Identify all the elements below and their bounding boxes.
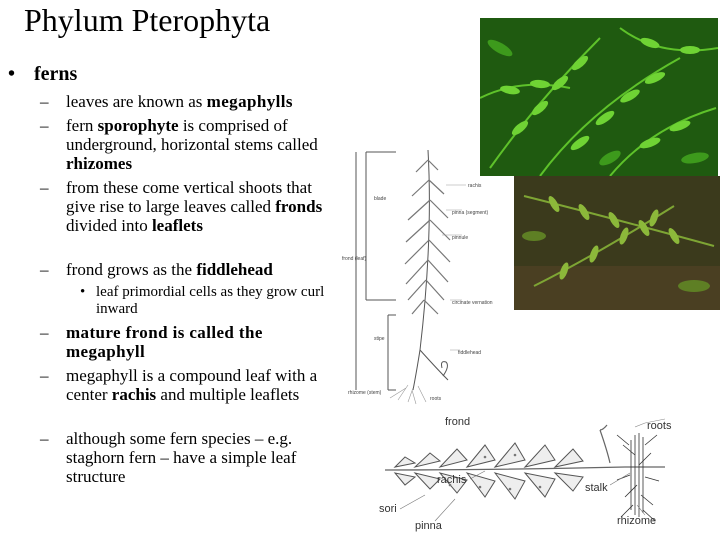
diagram-label-circinate: circinate vernation <box>452 300 493 306</box>
dash: – <box>40 178 49 197</box>
text: frond grows as the <box>66 260 197 279</box>
text: from these come vertical shoots that give rise to large leaves called <box>66 178 312 216</box>
label-sori: sori <box>379 503 397 515</box>
fern-photo-forest <box>514 176 720 310</box>
dash: – <box>40 323 49 342</box>
text: leaf primordial cells as they grow curl inward <box>96 284 325 317</box>
bold-term: leaflets <box>151 216 203 235</box>
sub-bullet-fronds <box>40 178 340 235</box>
slide-title: Phylum Pterophyta <box>24 2 271 38</box>
fern-anatomy-diagram <box>338 140 508 405</box>
text: megaphyll is a compound leaf with a center <box>66 366 318 404</box>
frond-structure-diagram <box>345 405 720 540</box>
sub-bullet-compound <box>40 366 340 404</box>
label-roots: roots <box>647 420 672 432</box>
sub-bullet-staghorn <box>40 429 340 486</box>
label-frond: frond <box>445 416 471 428</box>
sub-bullet-mature <box>40 323 340 361</box>
bullet-mark: • <box>8 63 16 85</box>
text: and multiple leaflets <box>156 385 300 404</box>
text: fern <box>66 116 98 135</box>
label-rhizome: rhizome <box>617 515 657 527</box>
sub-bullet-fiddlehead <box>40 260 340 279</box>
text: mature frond is called the megaphyll <box>66 323 263 361</box>
bullet-ferns <box>8 62 77 86</box>
dash: – <box>40 116 49 135</box>
diagram-label-pinnule: pinnule <box>452 235 469 241</box>
diagram-label-roots: roots <box>430 396 442 402</box>
dash: – <box>40 260 49 279</box>
label-pinna: pinna <box>415 520 442 532</box>
bold-term: rachis <box>111 385 157 404</box>
diagram-label-frond: frond (leaf) <box>342 256 367 262</box>
diagram-label-blade: blade <box>374 196 387 202</box>
sub-sub-bullet-primordial <box>80 284 330 318</box>
label-stalk: stalk <box>585 482 608 494</box>
dash: – <box>40 366 49 385</box>
dot: • <box>80 284 86 300</box>
dash: – <box>40 429 49 448</box>
sub-bullet-sporophyte <box>40 116 340 173</box>
bold-term: megaphylls <box>206 92 293 111</box>
sub-bullet-megaphylls <box>40 92 340 111</box>
bullet-ferns-text: ferns <box>34 63 78 85</box>
label-rachis: rachis <box>437 474 467 486</box>
text: is comprised of underground, horizontal stems called <box>66 116 318 154</box>
bold-term: sporophyte <box>97 116 179 135</box>
bullet-list <box>0 0 350 540</box>
text: leaves are known as <box>66 92 207 111</box>
diagram-label-rhizome: rhizome (stem) <box>348 390 382 396</box>
diagram-label-fiddlehead: fiddlehead <box>458 350 482 356</box>
dash: – <box>40 92 49 111</box>
bold-term: rhizomes <box>66 154 133 173</box>
bold-term: fronds <box>275 197 323 216</box>
diagram-label-pinna: pinna (segment) <box>452 210 489 216</box>
fern-photo-bright <box>480 18 718 176</box>
text: divided into <box>66 216 152 235</box>
diagram-label-stipe: stipe <box>374 336 385 342</box>
text: although some fern species – e.g. staghorn fern – have a simple leaf structure <box>66 429 297 486</box>
bold-term: fiddlehead <box>196 260 273 279</box>
diagram-label-rachis: rachis <box>468 183 482 189</box>
